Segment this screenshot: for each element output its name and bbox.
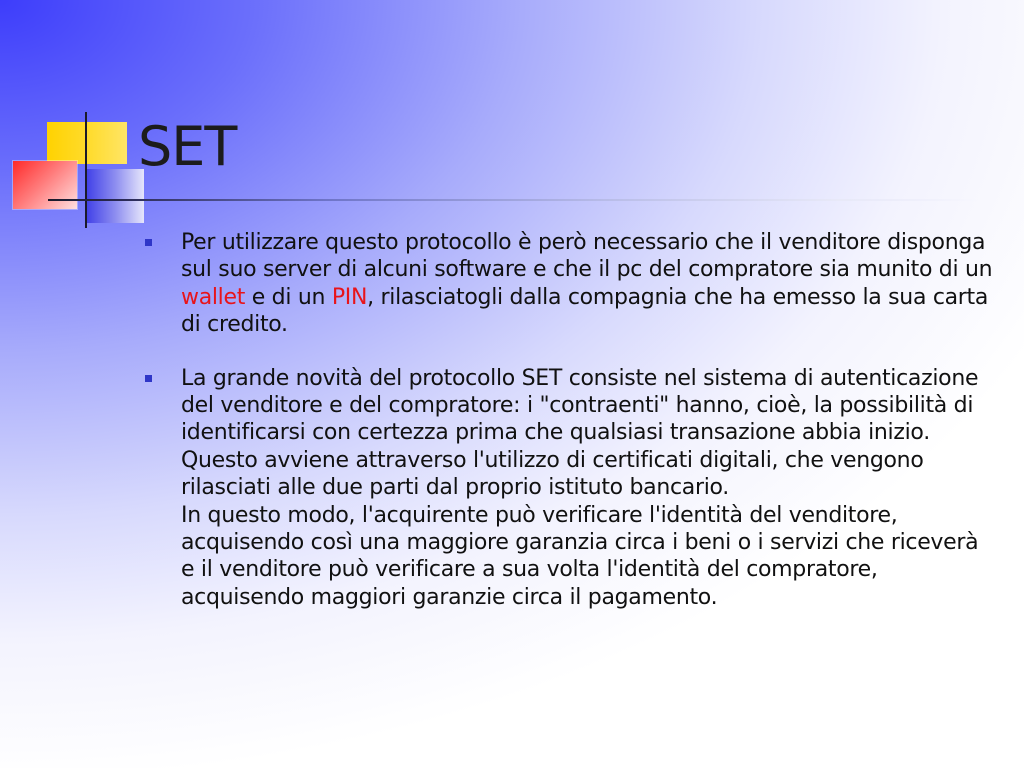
bullet-text: , rilasciatogli dalla compagnia che ha emesso la sua carta di credito. <box>181 284 989 338</box>
slide-body <box>145 229 995 611</box>
bullet-square-icon <box>145 375 152 382</box>
slide-title: SET <box>138 115 237 178</box>
bullet-text: In questo modo, l'acquirente può verificare l'identità del venditore, acquisendo così una maggiore garanzia circa i beni o i servizi che riceverà e il venditore può verificare a sua volta l'identità del compratore, acquisendo maggiori garanzie circa il pagamento. <box>181 502 979 610</box>
title-underline <box>48 199 978 201</box>
bullet-item <box>145 229 995 339</box>
bullet-item <box>145 365 995 612</box>
decor-blue-square <box>87 169 144 223</box>
bullet-square-icon <box>145 239 152 246</box>
bullet-text: La grande novità del protocollo SET consiste nel sistema di autenticazione del venditore e del compratore: i "contraenti" hanno, cioè, la possibilità di identificarsi con certezza prima che qualsiasi transazione abbia inizio. Questo avviene attraverso l'utilizzo di certificati digitali, che vengono rilasciati alle due parti dal proprio istituto bancario. <box>181 365 979 501</box>
decor-yellow-square <box>47 122 127 164</box>
decor-red-square <box>13 161 77 209</box>
decor-vertical-line <box>85 112 87 228</box>
bullet-text: e di un <box>245 284 332 310</box>
bullet-text: Per utilizzare questo protocollo è però necessario che il venditore disponga sul suo server di alcuni software e che il pc del compratore sia munito di un <box>181 230 993 283</box>
highlight-pin: PIN <box>331 284 368 310</box>
highlight-wallet: wallet <box>181 284 246 310</box>
